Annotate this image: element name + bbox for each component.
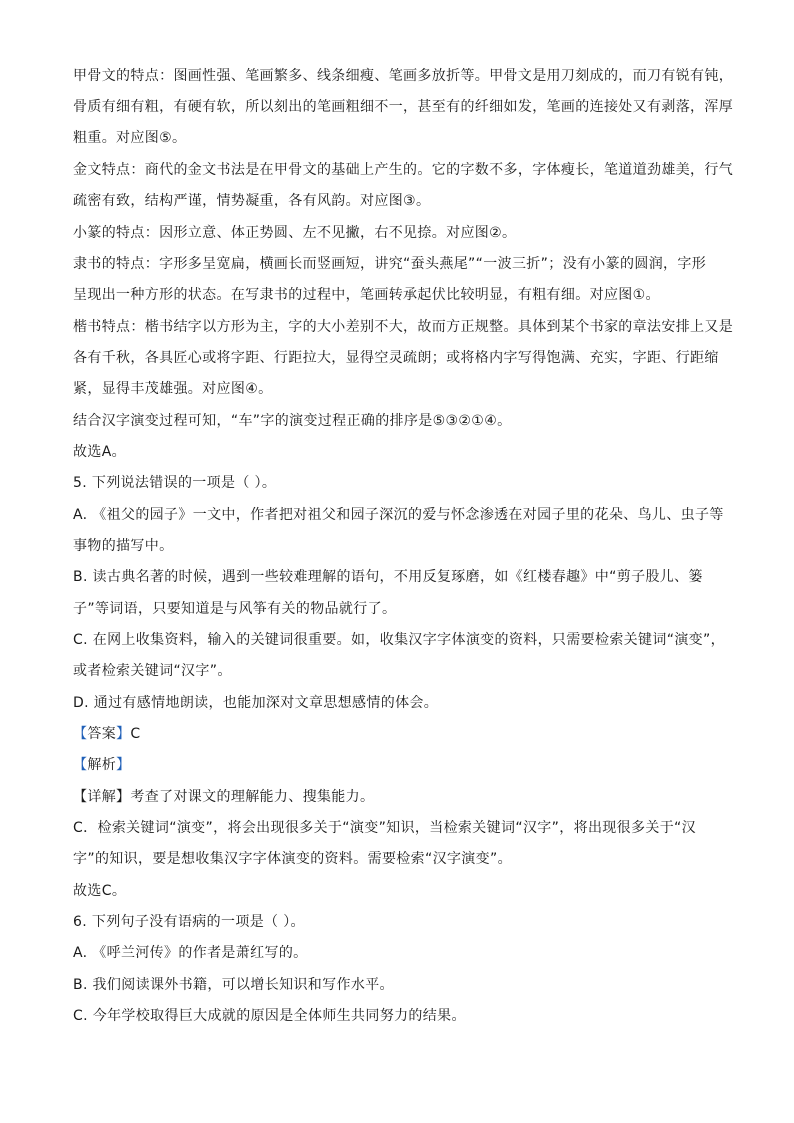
paragraph-line: 疏密有致，结构严谨，情势凝重，各有风韵。对应图③。 — [73, 193, 431, 209]
paragraph-line: C．检索关键词“演变”，将会出现很多关于“演变”知识，当检索关键词“汉字”，将出现很多关于“汉 — [73, 820, 696, 836]
answer-line — [73, 724, 141, 744]
question-5-stem: 5. 下列说法错误的一项是（ ）。 — [73, 475, 277, 491]
option-a-continued: 事物的描写中。 — [73, 538, 174, 554]
option-a: A. 《祖父的园子》一文中，作者把对祖父和园子深沉的爱与怀念渗透在对园子里的花朵、鸟儿、虫子等 — [73, 507, 724, 523]
paragraph-line: 金文特点：商代的金文书法是在甲骨文的基础上产生的。它的字数不多，字体瘦长，笔道道劲雄美，行气 — [73, 162, 734, 178]
answer-value: C — [130, 726, 141, 742]
option-c: C. 今年学校取得巨大成就的原因是全体师生共同努力的结果。 — [73, 1008, 466, 1024]
paragraph-line: 呈现出一种方形的状态。在写隶书的过程中，笔画转承起伏比较明显，有粗有细。对应图①。 — [73, 287, 660, 303]
option-b-continued: 子”等词语，只要知道是与风筝有关的物品就行了。 — [73, 601, 397, 617]
option-c: C. 在网上收集资料，输入的关键词很重要。如，收集汉字字体演变的资料，只需要检索关键词“演变”， — [73, 632, 725, 648]
detail-line: 【详解】考查了对课文的理解能力、搜集能力。 — [73, 789, 375, 805]
answer-bracket-close: 】 — [116, 726, 131, 742]
paragraph-line: 字”的知识，要是想收集汉字字体演变的资料。需要检索“汉字演变”。 — [73, 851, 512, 867]
paragraph-line: 结合汉字演变过程可知，“车”字的演变过程正确的排序是⑤③②①④。 — [73, 413, 512, 429]
answer-label: 答案 — [87, 726, 117, 742]
paragraph-line: 甲骨文的特点：图画性强、笔画繁多、线条细瘦、笔画多放折等。甲骨文是用刀刻成的，而刀有锐有钝， — [73, 68, 734, 84]
analysis-label: 解析 — [87, 757, 117, 773]
paragraph-line: 小篆的特点：因形立意、体正势圆、左不见撇，右不见捺。对应图②。 — [73, 225, 517, 241]
paragraph-line: 各有千秋，各具匠心或将字距、行距拉大，显得空灵疏朗；或将格内字写得饱满、充实，字距、行距缩 — [73, 350, 719, 366]
option-b: B. 读古典名著的时候，遇到一些较难理解的语句，不用反复琢磨，如《红楼春趣》中“剪子股儿、篓 — [73, 569, 703, 585]
option-c-continued: 或者检索关键词“汉字”。 — [73, 663, 232, 679]
paragraph-line: 故选A。 — [73, 444, 126, 460]
option-b: B. 我们阅读课外书籍，可以增长知识和写作水平。 — [73, 977, 394, 993]
paragraph-line: 骨质有细有粗，有硬有软，所以刻出的笔画粗细不一，甚至有的纤细如发，笔画的连接处又有剥落，浑厚 — [73, 99, 734, 115]
analysis-bracket-close: 】 — [116, 757, 131, 773]
paragraph-line: 紧，显得丰茂雄强。对应图④。 — [73, 381, 273, 397]
paragraph-line: 隶书的特点：字形多呈宽扁，横画长而竖画短，讲究“蚕头燕尾”“一波三折”；没有小篆的圆润，字形 — [73, 256, 707, 272]
answer-bracket-open: 【 — [73, 726, 88, 742]
option-d: D. 通过有感情地朗读，也能加深对文章思想感情的体会。 — [73, 695, 439, 711]
option-a: A. 《呼兰河传》的作者是萧红写的。 — [73, 945, 308, 961]
analysis-bracket-open: 【 — [73, 757, 88, 773]
paragraph-line: 故选C。 — [73, 883, 127, 899]
analysis-heading — [73, 755, 130, 775]
paragraph-line: 楷书特点：楷书结字以方形为主，字的大小差别不大，故而方正规整。具体到某个书家的章法安排上又是 — [73, 319, 734, 335]
question-6-stem: 6. 下列句子没有语病的一项是（ ）。 — [73, 914, 305, 930]
paragraph-line: 粗重。对应图⑤。 — [73, 130, 187, 146]
